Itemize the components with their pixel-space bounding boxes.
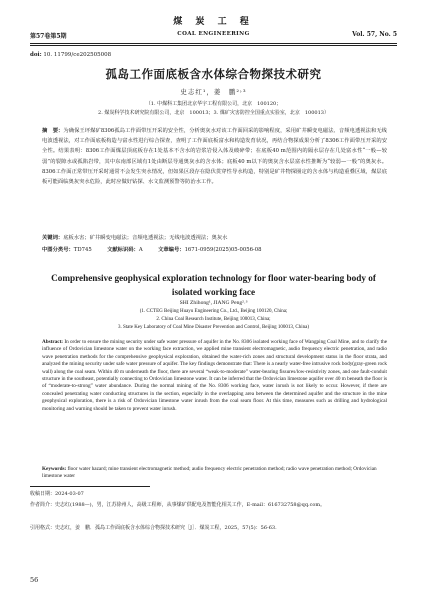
header-rule-thin: [30, 45, 397, 46]
abstract-en: [42, 339, 387, 413]
affiliation-en-1: (1. CCTEG Beijing Huayu Engineering Co., Ltd., Beijing 100120, China;: [139, 309, 288, 314]
authors-cn: 史志红¹，姜 鹏²˒³: [180, 88, 247, 96]
keywords-cn: [42, 234, 387, 243]
classification-cn: [42, 245, 387, 253]
doi-line: [30, 52, 111, 58]
affiliation-en-3: 3. State Key Laboratory of Coal Mine Disaster Prevention and Control, Beijing 100013, China): [117, 325, 310, 330]
keywords-en: [42, 466, 387, 481]
journal-header: [30, 14, 397, 44]
article-number-label: 文章编号：: [158, 247, 185, 253]
keywords-cn-text: 底板水害；矿井瞬变电磁法；音频电透视法；无线电波透视法；奥灰水: [63, 235, 228, 241]
abstract-cn-label: 摘 要：: [42, 128, 64, 134]
affiliation-en-2: 2. China Coal Research Institute, Beijing 100013, China;: [156, 317, 271, 322]
abstract-en-text: In order to ensure the mining security under safe water pressure of aquifer in the No. 8306 isolated working face of Wangping Coal Mine, and to clarify the influence of Ordovician limestone water on the working face extraction, we applied mine transient electromagnetic, audio frequency electric penetration, and radio wave penetration methods for the comprehensive geophysical exploration, obtained the water-rich zones and structural development status in the floor strata, and analyzed the mining security under safe water pressure of aquifer. The key findings demonstrate that: There is a nearly water-free intrusive rock body(gray-green rock wall) along the coal seam. Within 40 m underneath the floor, there are several “weak-to-moderate” water-bearing fissures/low-resistivity zones, and one fault-conduit structure in the southeast, potentially connecting to Ordovician limestone water. It can be inferred that the Ordovician limestone aquifer over 40 m beneath the floor is of “moderate-to-strong” water abundance. During the normal mining of the No. 8306 working face, water inrush is not likely to occur. However, if there are concealed penetrating water conducting structures in the section, especially in the overlapping area between the determined aquifer and the structure in the mine geophysical exploration, there is a risk of Ordovician limestone water inrush from the coal seam floor. At this time, measures such as drilling and hydrological monitoring and warning should be taken to prevent water inrush.: [42, 339, 388, 412]
affiliation-cn-1: （1. 中煤科工集团北京华宇工程有限公司，北京 100120；: [145, 101, 282, 107]
citation-format: 引用格式：史志红，姜 鹏．孤岛工作面底板含水体综合物探技术研究［J］．煤炭工程，2025，57(5)：56-63.: [30, 525, 277, 531]
abstract-cn: [42, 126, 387, 187]
affiliation-cn-2: 2. 煤炭科学技术研究院有限公司，北京 100013；3. 煤矿灾害防控全国重点实验室，北京 100013）: [98, 110, 329, 116]
title-en: Comprehensive geophysical exploration technology for floor water-bearing body of isolated working face: [51, 273, 376, 297]
page-number: 56: [30, 576, 39, 584]
volume-cn: 第57卷第5期: [30, 33, 67, 40]
keywords-cn-label: 关键词：: [42, 235, 64, 241]
received-date: 收稿日期：2024-03-07: [30, 491, 84, 497]
header-rule-thick: [30, 43, 397, 44]
journal-name-en: COAL ENGINEERING: [177, 31, 250, 37]
article-number-value: 1671-0959(2025)05-0056-08: [184, 247, 262, 253]
journal-name-cn: 煤 炭 工 程: [173, 17, 254, 27]
doc-code-label: 文献标识码：: [107, 247, 139, 253]
author-bio: 作者简介：史志红(1988—)，男，江苏徐州人，高级工程师，从事煤矿供配电及智能化相关工作，E-mail：616732758@qq.com。: [30, 502, 326, 508]
volume-en: Vol. 57, No. 5: [352, 31, 397, 38]
title-cn: 孤岛工作面底板含水体综合物探技术研究: [105, 67, 322, 81]
clc-label: 中图分类号：: [42, 247, 74, 253]
keywords-en-label: Keywords:: [42, 466, 67, 472]
doi-label: doi:: [30, 52, 42, 58]
abstract-cn-text: 为确保王坪煤矿8306孤岛工作面带压开采的安全性，分析奥灰水对该工作面回采的影响程度，采用矿井瞬变电磁法、音频电透视法和无线电波透视法，对工作面底板构造与富水性进行综合探查，查明了工作面底板富水和构造发育状况，再结合物探成果分析了8306工作面带压开采的安全性。结果表明：8306工作面煤层顶底板存在1处基本不含水的岩浆岩侵入体及破碎带；在底板40 m范围内的隔水层存在几处富水性“一般—较弱”的裂隙水或孤陷岩带，其中东南部区域有1处由断层导通奥灰水的含水体；底板40 m以下的奥灰含水层富水性推断为“较弱—一般”的奥灰水。8306工作面正常带压开采时通常不会发生突水情况，但如果区段存在隐伏贯穿性导水构造，特别是矿井物探圈定的含水体与构造重叠区域，煤层底板可能面临奥灰突水危险，此时应做好钻探、水文监测预警等防治水工作。: [42, 128, 387, 186]
authors-en: SHI Zhihong¹, JIANG Peng²˒³: [179, 300, 248, 306]
clc-value: TD745: [73, 247, 92, 253]
doc-code-value: A: [138, 247, 143, 253]
footnote-rule: [30, 486, 150, 487]
keywords-en-text: floor water hazard; mine transient electromagnetic method; audio frequency electric penetration method; radio wave penetration method; Ordovician limestone water: [42, 466, 377, 480]
doi-value: 10. 11799/ce202505008: [43, 52, 112, 58]
abstract-en-label: Abstract:: [42, 339, 64, 345]
